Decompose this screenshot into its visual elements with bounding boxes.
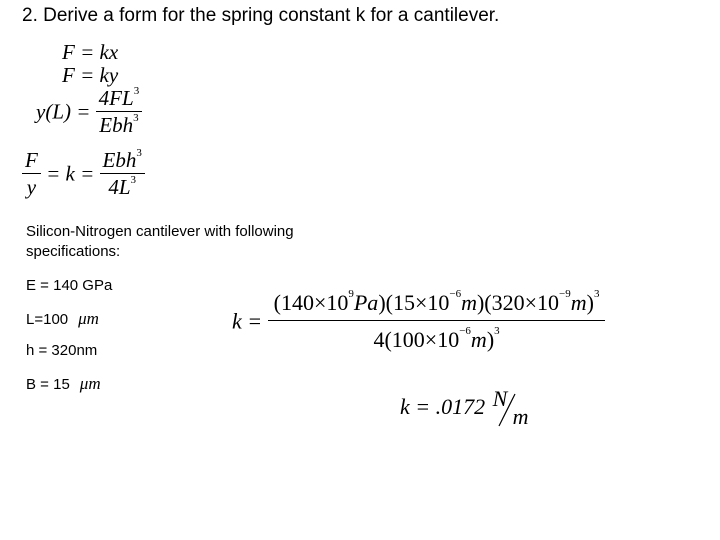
calc-num-a-exp: 9 bbox=[348, 288, 354, 300]
eq1-text: F = kx bbox=[62, 40, 119, 64]
spec-intro: Silicon-Nitrogen cantilever with following specifications: bbox=[26, 223, 294, 260]
equation-deflection bbox=[36, 85, 142, 137]
calc-den-a-unit: m bbox=[470, 327, 487, 352]
eq4-fraction bbox=[100, 147, 145, 199]
spec-width-unit: μm bbox=[79, 374, 101, 393]
eq4-num-exp: 3 bbox=[136, 147, 142, 159]
eq3-lhs: y(L) = bbox=[36, 99, 91, 124]
calc-numerator bbox=[268, 290, 606, 321]
calc-num-a-unit: Pa bbox=[353, 290, 379, 315]
calc-fraction bbox=[268, 290, 606, 353]
spec-length-value: L=100 bbox=[26, 311, 69, 328]
result-equation bbox=[400, 388, 537, 428]
spec-youngs-modulus: E = 140 GPa bbox=[26, 277, 113, 294]
spec-width bbox=[26, 374, 101, 394]
spec-thickness: h = 320nm bbox=[26, 342, 98, 359]
equation-spring-constant bbox=[22, 147, 145, 199]
eq4-ratio-den: y bbox=[26, 175, 37, 199]
calc-den-end-exp: 3 bbox=[494, 325, 500, 337]
eq4-middle: = k = bbox=[46, 161, 95, 186]
spec-width-value: B = 15 bbox=[26, 376, 70, 393]
eq4-force-ratio bbox=[22, 150, 41, 198]
eq3-fraction bbox=[96, 85, 143, 137]
eq3-num-exp: 3 bbox=[133, 85, 140, 97]
calc-den-end: ) bbox=[486, 327, 495, 352]
calc-num-b: )(15×10 bbox=[378, 290, 450, 315]
calc-num-b-unit: m bbox=[461, 290, 477, 315]
calculation-equation bbox=[232, 290, 605, 353]
equation-hooke-x bbox=[62, 42, 118, 63]
result-value: k = .0172 bbox=[400, 394, 486, 419]
slide-heading: 2. Derive a form for the spring constant k for a cantilever. bbox=[22, 5, 500, 26]
eq3-den-text: Ebh bbox=[99, 113, 134, 137]
result-unit bbox=[491, 388, 537, 428]
spec-length-unit: μm bbox=[78, 309, 99, 328]
eq4-den-exp: 3 bbox=[130, 174, 136, 186]
eq4-numerator bbox=[100, 147, 145, 174]
calc-num-end-exp: 3 bbox=[593, 288, 600, 300]
eq3-numerator bbox=[96, 85, 143, 112]
eq4-num-text: Ebh bbox=[102, 148, 137, 172]
result-unit-den: m bbox=[512, 404, 529, 429]
eq4-den-text: 4L bbox=[108, 175, 131, 199]
calc-num-c-unit: m bbox=[570, 290, 587, 315]
calc-num-end: ) bbox=[586, 290, 594, 315]
calc-den-a: 4(100×10 bbox=[373, 327, 460, 352]
eq2-text: F = ky bbox=[62, 63, 119, 87]
eq3-den-exp: 3 bbox=[133, 112, 139, 124]
spec-length bbox=[26, 309, 99, 329]
calc-num-c-exp: −9 bbox=[559, 288, 571, 300]
eq3-num-text: 4FL bbox=[98, 86, 134, 110]
calc-num-a: (140×10 bbox=[273, 290, 349, 315]
calc-lhs: k = bbox=[232, 308, 263, 334]
calc-num-b-exp: −6 bbox=[449, 288, 462, 300]
calc-den-a-exp: −6 bbox=[459, 325, 471, 337]
equation-hooke-y bbox=[62, 65, 118, 86]
calc-denominator bbox=[367, 321, 505, 353]
eq4-denominator bbox=[105, 174, 139, 198]
eq4-ratio-num: F bbox=[22, 150, 41, 174]
result-unit-num: N bbox=[492, 386, 508, 411]
calc-num-c: )(320×10 bbox=[476, 290, 560, 315]
eq3-denominator bbox=[96, 112, 141, 136]
